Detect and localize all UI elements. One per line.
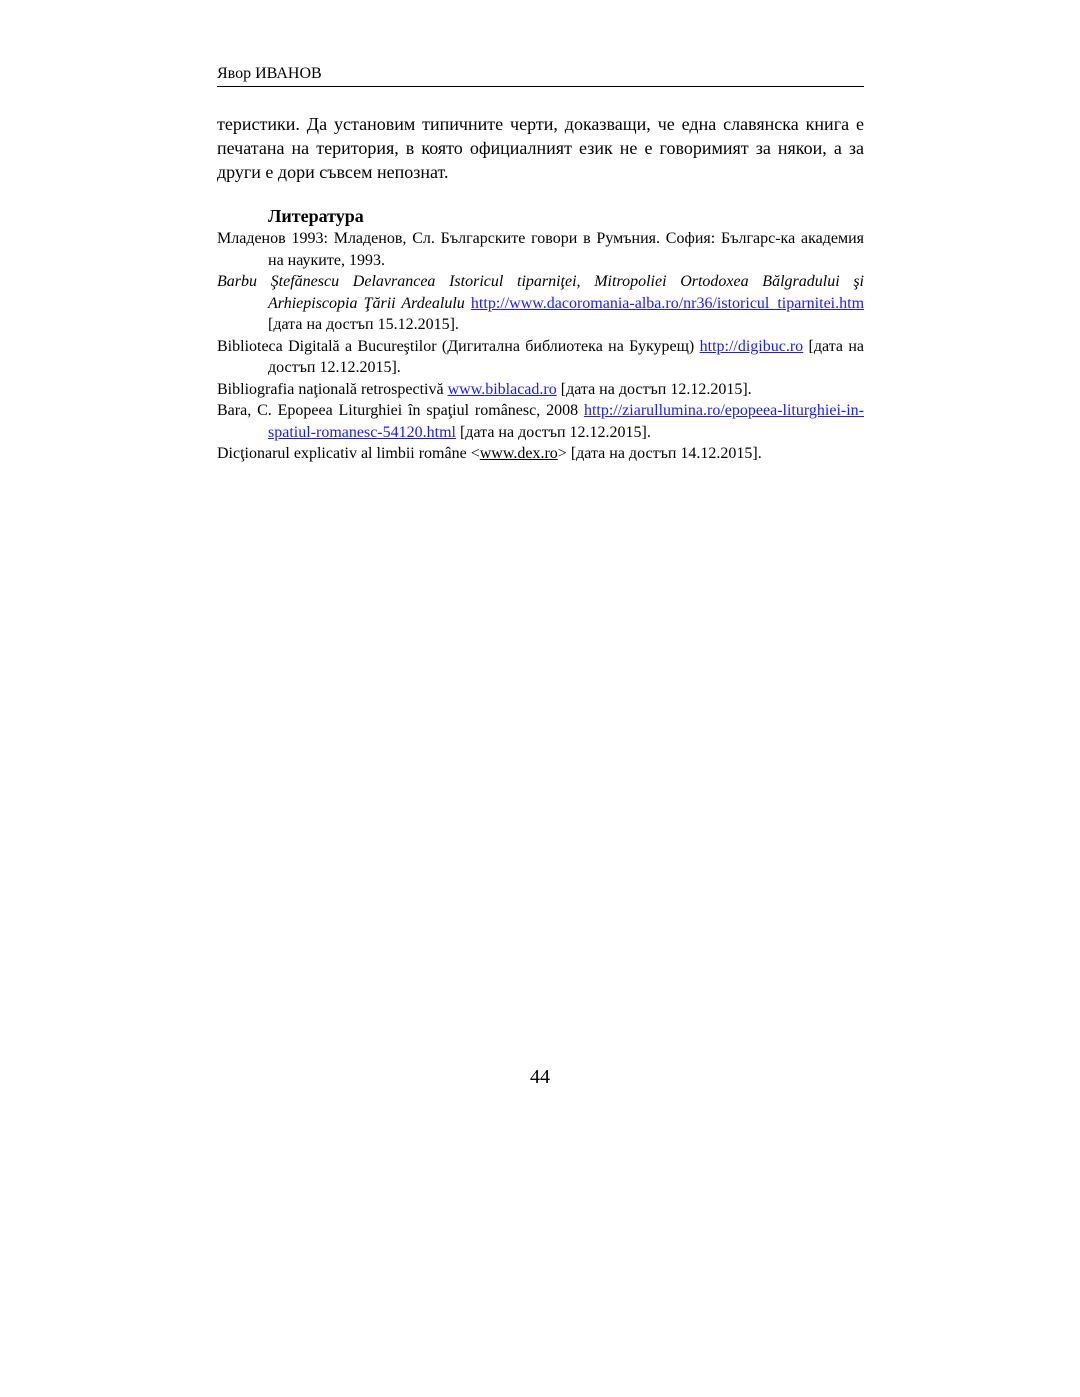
reference-link-dex[interactable]: www.dex.ro (479, 445, 558, 462)
reference-access-date: [дата на достъп 12.12.2015]. (459, 423, 651, 441)
reference-link-biblacad[interactable]: www.biblacad.ro (447, 380, 557, 398)
reference-text: Bara, C. Epopeea Liturghiei în spaţiul românesc, 2008 (217, 402, 579, 419)
reference-access-date: [дата на достъп 12.12.2015]. (560, 380, 752, 398)
reference-item-mladenov (217, 228, 864, 271)
reference-list (217, 228, 864, 465)
reference-link-digibuc[interactable]: http://digibuc.ro (699, 337, 804, 355)
running-title: Явор ИВАНОВ (217, 65, 322, 82)
body-paragraph: теристики. Да установим типичните черти, доказващи, че една славянска книга е печатана на територия, в която официалният език не е говоримият за някои, а за други е дори съвсем непознат. (217, 114, 864, 182)
reference-item-delavrancea (217, 271, 864, 336)
reference-item-bara (217, 400, 864, 443)
page-number: 44 (530, 1066, 550, 1088)
reference-item-biblacad (217, 379, 864, 401)
reference-title-italic: Barbu Ştefănescu Delavrancea Istoricul tiparniţei, Mitropoliei Ortodoxea Bălgradului şi Arhiepiscopia Ţării Ardealulu (217, 273, 864, 312)
reference-link-ziarullumina[interactable]: http://ziarullumina.ro/epopeea-liturghiei-in-spatiul-romanesc-54120.html (268, 402, 864, 441)
reference-access-date: [дата на достъп 12.12.2015]. (268, 337, 864, 376)
reference-text: Младенов 1993: Младенов, Сл. Българските говори в Румъния. София: Българс-ка академия на науките, 1993. (217, 230, 864, 269)
reference-text: Biblioteca Digitală a Bucureştilor (Дигитална библиотека на Букурещ) (217, 337, 695, 355)
references-heading: Литература (268, 206, 364, 226)
reference-item-digibuc (217, 336, 864, 379)
running-header (217, 64, 864, 87)
reference-text: Dicţionarul explicativ al limbii române < (217, 445, 480, 462)
reference-text: Bibliografia naţională retrospectivă (217, 380, 444, 398)
reference-link-dacoromania[interactable]: http://www.dacoromania-alba.ro/nr36/istoricul_tiparnitei.htm (470, 294, 865, 312)
reference-item-dex (217, 443, 864, 465)
reference-access-date: [дата на достъп 15.12.2015]. (268, 316, 459, 333)
reference-access-date: > [дата на достъп 14.12.2015]. (557, 445, 762, 462)
